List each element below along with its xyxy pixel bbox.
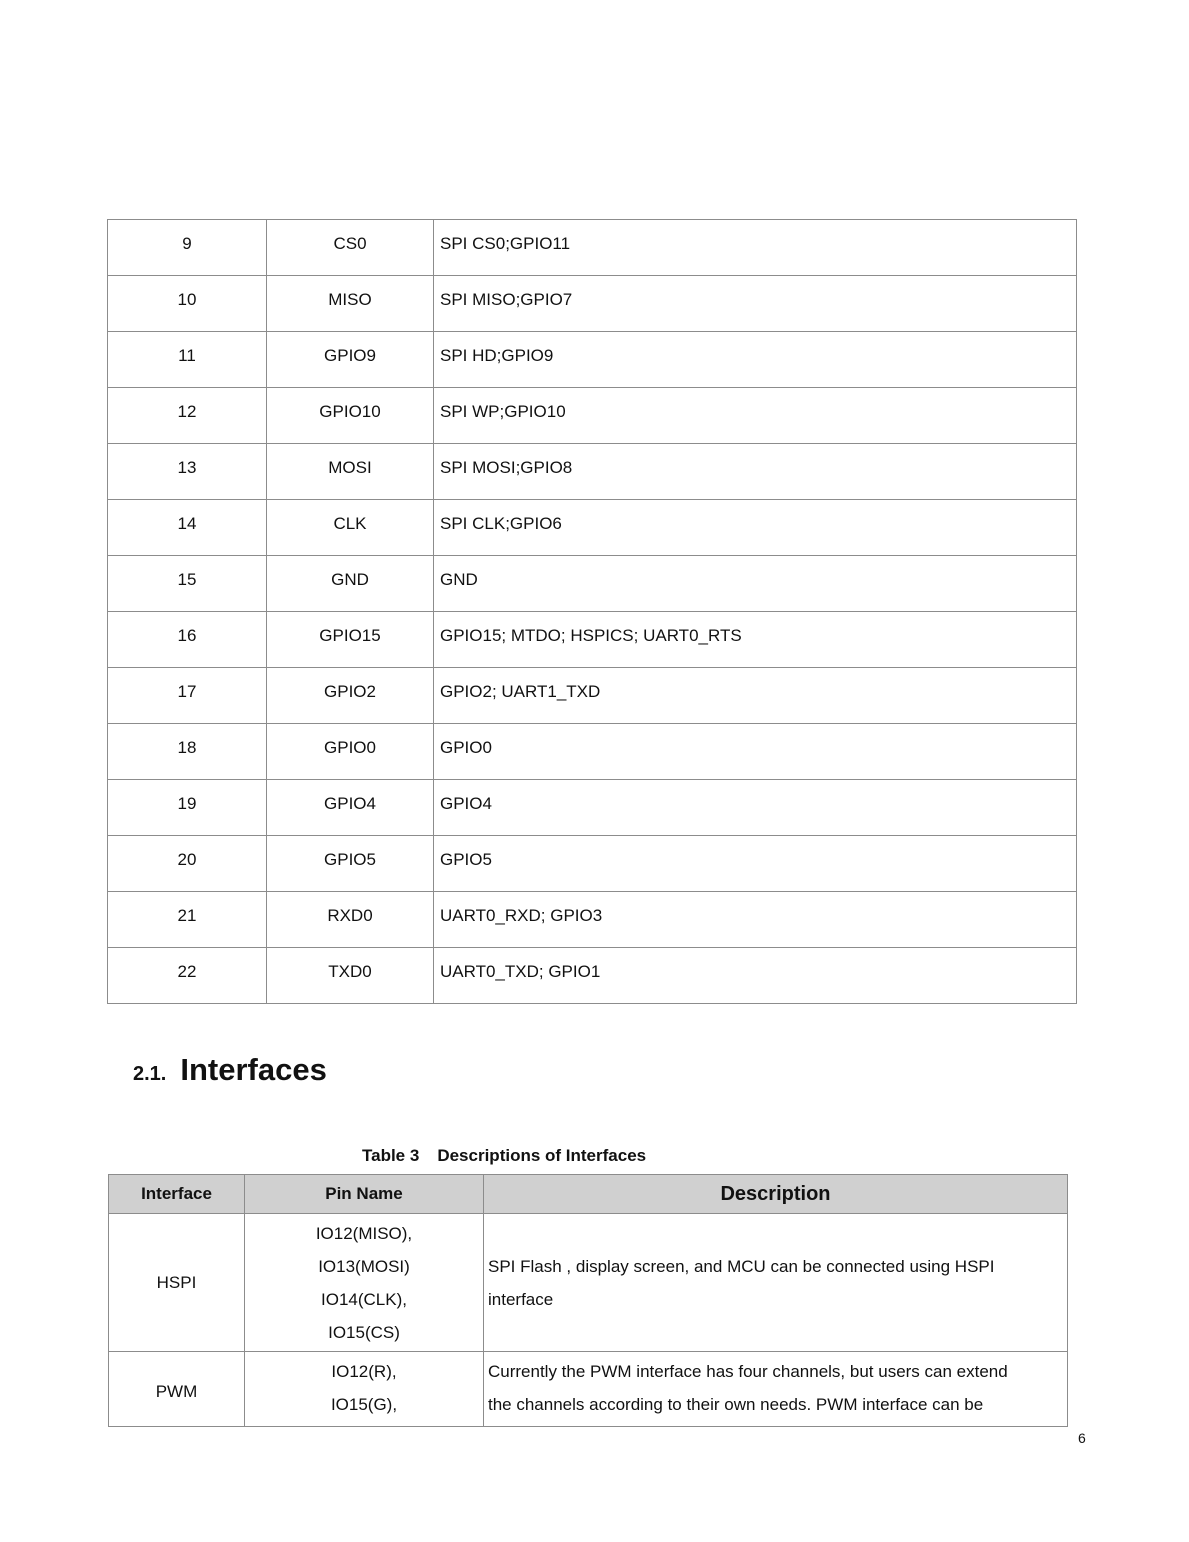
interface-cell: PWM (109, 1352, 245, 1427)
column-header-interface: Interface (109, 1175, 245, 1214)
description-cell (484, 1352, 1068, 1427)
pin-function-cell: UART0_RXD; GPIO3 (434, 892, 1077, 948)
pin-name-cell: GPIO5 (267, 836, 434, 892)
interfaces-table (108, 1174, 1068, 1427)
pin-number-cell: 17 (108, 668, 267, 724)
pin-entry: IO15(CS) (328, 1323, 400, 1342)
table-caption-title: Descriptions of Interfaces (437, 1146, 647, 1165)
pin-name-cell: CS0 (267, 220, 434, 276)
pin-function-cell: SPI CS0;GPIO11 (434, 220, 1077, 276)
pin-name-cell: RXD0 (267, 892, 434, 948)
description-line: Currently the PWM interface has four channels, but users can extend (488, 1362, 1008, 1381)
pin-number-cell: 19 (108, 780, 267, 836)
table-row (108, 276, 1077, 332)
pin-function-cell: GPIO4 (434, 780, 1077, 836)
table-row (108, 892, 1077, 948)
pin-function-cell: SPI MOSI;GPIO8 (434, 444, 1077, 500)
table-row (108, 444, 1077, 500)
pin-name-cell: CLK (267, 500, 434, 556)
pin-entry: IO14(CLK), (321, 1290, 407, 1309)
table-row (109, 1352, 1068, 1427)
pin-function-cell: GPIO15; MTDO; HSPICS; UART0_RTS (434, 612, 1077, 668)
pin-entry: IO13(MOSI) (318, 1257, 410, 1276)
table-row (109, 1214, 1068, 1352)
table-row (108, 220, 1077, 276)
pin-number-cell: 10 (108, 276, 267, 332)
table-caption-number: Table 3 (362, 1146, 420, 1165)
pin-name-cell: TXD0 (267, 948, 434, 1004)
pin-number-cell: 20 (108, 836, 267, 892)
pin-name-cell (245, 1352, 484, 1427)
table-caption (362, 1146, 646, 1166)
pin-number-cell: 13 (108, 444, 267, 500)
pin-function-cell: GPIO0 (434, 724, 1077, 780)
pin-name-cell: GPIO10 (267, 388, 434, 444)
pin-name-cell (245, 1214, 484, 1352)
interface-cell: HSPI (109, 1214, 245, 1352)
table-row (108, 388, 1077, 444)
section-heading (133, 1052, 327, 1088)
pin-function-cell: SPI CLK;GPIO6 (434, 500, 1077, 556)
table-row (108, 836, 1077, 892)
table-row (108, 556, 1077, 612)
section-number: 2.1. (133, 1063, 167, 1085)
pin-number-cell: 21 (108, 892, 267, 948)
page-number: 6 (1078, 1430, 1086, 1446)
pin-number-cell: 12 (108, 388, 267, 444)
pin-definition-table (107, 219, 1077, 1004)
pin-name-cell: GPIO4 (267, 780, 434, 836)
table-row (108, 332, 1077, 388)
description-line: interface (488, 1289, 554, 1309)
section-title: Interfaces (180, 1052, 327, 1087)
pin-name-cell: MISO (267, 276, 434, 332)
pin-name-cell: GPIO9 (267, 332, 434, 388)
pin-name-cell: MOSI (267, 444, 434, 500)
table-header-row (109, 1175, 1068, 1214)
pin-number-cell: 22 (108, 948, 267, 1004)
pin-number-cell: 16 (108, 612, 267, 668)
table-row (108, 948, 1077, 1004)
pin-function-cell: SPI MISO;GPIO7 (434, 276, 1077, 332)
column-header-pin-name: Pin Name (245, 1175, 484, 1214)
description-line: the channels according to their own needs. PWM interface can be (488, 1395, 984, 1414)
pin-name-cell: GPIO15 (267, 612, 434, 668)
pin-function-cell: GPIO5 (434, 836, 1077, 892)
table-row (108, 612, 1077, 668)
description-line: SPI Flash , display screen, and MCU can be connected using HSPI (488, 1256, 995, 1276)
pin-function-cell: GND (434, 556, 1077, 612)
table-row (108, 668, 1077, 724)
pin-function-cell: UART0_TXD; GPIO1 (434, 948, 1077, 1004)
pin-entry: IO12(MISO), (315, 1224, 413, 1243)
pin-name-cell: GPIO0 (267, 724, 434, 780)
pin-function-cell: SPI WP;GPIO10 (434, 388, 1077, 444)
pin-number-cell: 11 (108, 332, 267, 388)
column-header-description: Description (484, 1175, 1068, 1214)
pin-number-cell: 9 (108, 220, 267, 276)
pin-number-cell: 18 (108, 724, 267, 780)
table-row (108, 780, 1077, 836)
pin-function-cell: SPI HD;GPIO9 (434, 332, 1077, 388)
table-row (108, 724, 1077, 780)
pin-number-cell: 14 (108, 500, 267, 556)
pin-name-cell: GPIO2 (267, 668, 434, 724)
table-row (108, 500, 1077, 556)
pin-name-cell: GND (267, 556, 434, 612)
pin-number-cell: 15 (108, 556, 267, 612)
description-cell (484, 1214, 1068, 1352)
pin-entry: IO15(G), (330, 1395, 398, 1414)
pin-entry: IO12(R), (331, 1362, 397, 1381)
pin-function-cell: GPIO2; UART1_TXD (434, 668, 1077, 724)
